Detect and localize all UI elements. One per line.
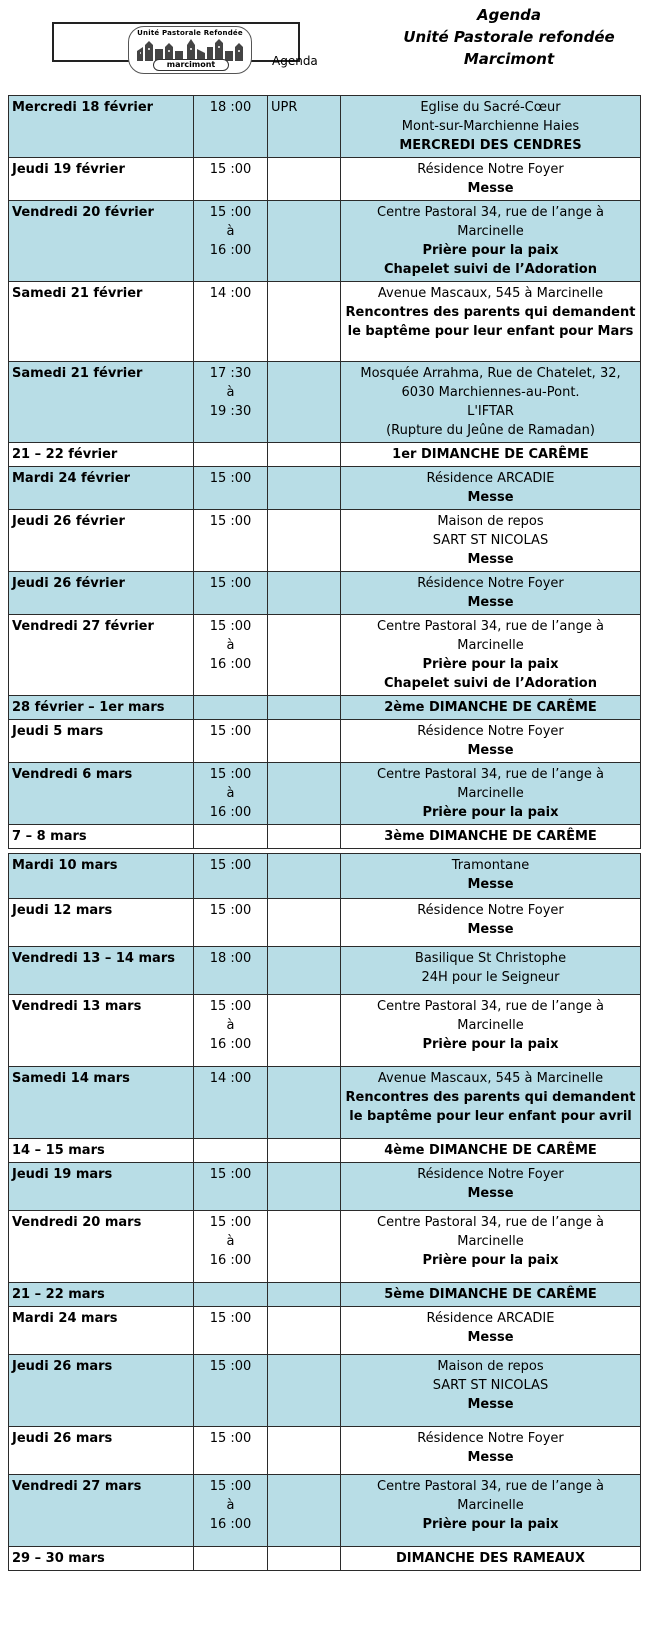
event-time — [194, 615, 268, 696]
event-organizer — [268, 443, 341, 467]
event-date: 28 février – 1er mars — [9, 696, 194, 720]
parish-logo — [128, 26, 252, 74]
description-line: Chapelet suivi de l’Adoration — [384, 262, 597, 277]
event-organizer — [268, 158, 341, 201]
description-line: Rencontres des parents qui demandent — [345, 305, 636, 320]
time-line: 15 :00 — [209, 1311, 252, 1326]
church-drawing-icon — [135, 39, 245, 61]
time-line: 15 :00 — [209, 471, 252, 486]
event-time — [194, 362, 268, 443]
event-description — [341, 1283, 641, 1307]
description-line: Chapelet suivi de l’Adoration — [384, 676, 597, 691]
description-line: Marcinelle — [457, 1498, 524, 1513]
description-line: Messe — [467, 552, 514, 567]
table-row — [9, 443, 641, 467]
event-description — [341, 615, 641, 696]
event-description — [341, 158, 641, 201]
time-line: 15 :00 — [209, 162, 252, 177]
event-organizer — [268, 1547, 341, 1571]
description-line: Messe — [467, 1330, 514, 1345]
event-organizer — [268, 1283, 341, 1307]
description-line: Résidence ARCADIE — [426, 471, 555, 486]
description-line: 3ème DIMANCHE DE CARÊME — [384, 829, 597, 844]
event-organizer — [268, 1139, 341, 1163]
table-row — [9, 1475, 641, 1547]
table-row — [9, 467, 641, 510]
event-organizer — [268, 825, 341, 849]
event-description — [341, 201, 641, 282]
description-line: Tramontane — [451, 858, 530, 873]
event-organizer — [268, 1067, 341, 1139]
description-line: Basilique St Christophe — [414, 951, 567, 966]
event-date: Samedi 14 mars — [9, 1067, 194, 1139]
event-description — [341, 1475, 641, 1547]
event-time — [194, 510, 268, 572]
description-line: Marcinelle — [457, 1018, 524, 1033]
time-line: 15 :00 — [209, 205, 252, 220]
event-date: Vendredi 27 février — [9, 615, 194, 696]
event-time — [194, 1547, 268, 1571]
table-row — [9, 1283, 641, 1307]
event-date: Jeudi 5 mars — [9, 720, 194, 763]
description-line: Mont-sur-Marchienne Haies — [401, 119, 580, 134]
event-time — [194, 572, 268, 615]
logo-agenda-label: Agenda — [272, 54, 318, 68]
time-line: 16 :00 — [209, 1517, 252, 1532]
event-date: Vendredi 13 mars — [9, 995, 194, 1067]
time-line: 15 :00 — [209, 1359, 252, 1374]
time-line: 16 :00 — [209, 1037, 252, 1052]
event-description — [341, 995, 641, 1067]
time-line: 18 :00 — [209, 100, 252, 115]
event-date: Vendredi 27 mars — [9, 1475, 194, 1547]
table-row — [9, 1067, 641, 1139]
event-date: Vendredi 20 mars — [9, 1211, 194, 1283]
event-date: 21 – 22 mars — [9, 1283, 194, 1307]
event-description — [341, 947, 641, 995]
event-date: Vendredi 20 février — [9, 201, 194, 282]
description-line: le baptême pour leur enfant pour avril — [349, 1109, 632, 1124]
description-line: Messe — [467, 181, 514, 196]
event-time — [194, 467, 268, 510]
event-time — [194, 96, 268, 158]
time-line: 15 :00 — [209, 1167, 252, 1182]
table-row — [9, 1427, 641, 1475]
table-row — [9, 995, 641, 1067]
title-line-3: Marcimont — [463, 50, 555, 68]
event-time — [194, 899, 268, 947]
page-title — [384, 4, 634, 70]
time-line: 15 :00 — [209, 619, 252, 634]
event-description — [341, 899, 641, 947]
event-time — [194, 1475, 268, 1547]
event-time — [194, 1067, 268, 1139]
event-date: Vendredi 6 mars — [9, 763, 194, 825]
description-line: Centre Pastoral 34, rue de l’ange à — [377, 1215, 604, 1230]
description-line: Prière pour la paix — [422, 657, 559, 672]
event-time — [194, 947, 268, 995]
event-time — [194, 825, 268, 849]
description-line: Centre Pastoral 34, rue de l’ange à — [377, 767, 604, 782]
description-line: Messe — [467, 743, 514, 758]
event-time — [194, 1307, 268, 1355]
event-description — [341, 1427, 641, 1475]
description-line: Maison de repos — [437, 1359, 544, 1374]
description-line: Centre Pastoral 34, rue de l’ange à — [377, 619, 604, 634]
table-row — [9, 1547, 641, 1571]
table-row — [9, 763, 641, 825]
event-organizer — [268, 947, 341, 995]
description-line: SART ST NICOLAS — [432, 1378, 549, 1393]
table-row — [9, 572, 641, 615]
description-line: Résidence Notre Foyer — [417, 903, 564, 918]
time-line: 15 :00 — [209, 514, 252, 529]
description-line: L'IFTAR — [467, 404, 514, 419]
description-line: Marcinelle — [457, 786, 524, 801]
time-line: 15 :00 — [209, 1215, 252, 1230]
event-date: 14 – 15 mars — [9, 1139, 194, 1163]
description-line: le baptême pour leur enfant pour Mars — [347, 324, 634, 339]
time-line: 18 :00 — [209, 951, 252, 966]
description-line: 5ème DIMANCHE DE CARÊME — [384, 1287, 597, 1302]
table-row — [9, 947, 641, 995]
time-line: à — [226, 786, 235, 801]
event-description — [341, 1139, 641, 1163]
event-organizer — [268, 763, 341, 825]
event-time — [194, 720, 268, 763]
event-date: Samedi 21 février — [9, 362, 194, 443]
event-organizer — [268, 854, 341, 899]
event-description — [341, 96, 641, 158]
title-line-1: Agenda — [476, 6, 542, 24]
time-line: 16 :00 — [209, 657, 252, 672]
table-row — [9, 158, 641, 201]
event-time — [194, 696, 268, 720]
event-time — [194, 995, 268, 1067]
time-line: 17 :30 — [209, 366, 252, 381]
event-time — [194, 854, 268, 899]
event-organizer — [268, 720, 341, 763]
description-line: Prière pour la paix — [422, 1253, 559, 1268]
event-time — [194, 1211, 268, 1283]
event-organizer — [268, 995, 341, 1067]
table-row — [9, 96, 641, 158]
event-organizer — [268, 696, 341, 720]
description-line: Prière pour la paix — [422, 805, 559, 820]
event-description — [341, 854, 641, 899]
description-line: Prière pour la paix — [422, 1517, 559, 1532]
time-line: à — [226, 638, 235, 653]
description-line: Messe — [467, 1450, 514, 1465]
event-description — [341, 443, 641, 467]
time-line: 15 :00 — [209, 767, 252, 782]
time-line: à — [226, 224, 235, 239]
event-description — [341, 1211, 641, 1283]
description-line: Messe — [467, 1186, 514, 1201]
description-line: Centre Pastoral 34, rue de l’ange à — [377, 205, 604, 220]
event-date: Jeudi 26 février — [9, 572, 194, 615]
event-date: Mardi 24 mars — [9, 1307, 194, 1355]
event-time — [194, 763, 268, 825]
description-line: Centre Pastoral 34, rue de l’ange à — [377, 1479, 604, 1494]
description-line: DIMANCHE DES RAMEAUX — [395, 1551, 586, 1566]
time-line: 16 :00 — [209, 805, 252, 820]
event-date: Jeudi 26 mars — [9, 1427, 194, 1475]
event-description — [341, 763, 641, 825]
description-line: Messe — [467, 1397, 514, 1412]
table-row — [9, 510, 641, 572]
description-line: 2ème DIMANCHE DE CARÊME — [384, 700, 597, 715]
title-line-2: Unité Pastorale refondée — [403, 28, 615, 46]
event-time — [194, 201, 268, 282]
description-line: Marcinelle — [457, 1234, 524, 1249]
logo-top-text: Unité Pastorale Refondée — [137, 29, 243, 37]
event-date: Mardi 24 février — [9, 467, 194, 510]
event-time — [194, 1355, 268, 1427]
description-line: Marcinelle — [457, 638, 524, 653]
description-line: Résidence Notre Foyer — [417, 1431, 564, 1446]
table-row — [9, 854, 641, 899]
event-date: Jeudi 19 mars — [9, 1163, 194, 1211]
description-line: Résidence Notre Foyer — [417, 1167, 564, 1182]
time-line: 14 :00 — [209, 1071, 252, 1086]
event-organizer — [268, 572, 341, 615]
description-line: Prière pour la paix — [422, 243, 559, 258]
description-line: MERCREDI DES CENDRES — [399, 138, 582, 153]
time-line: 19 :30 — [209, 404, 252, 419]
description-line: Maison de repos — [437, 514, 544, 529]
event-organizer — [268, 282, 341, 362]
table-row — [9, 825, 641, 849]
event-organizer — [268, 510, 341, 572]
event-organizer — [268, 615, 341, 696]
description-line: Messe — [467, 922, 514, 937]
event-organizer — [268, 1475, 341, 1547]
time-line: 16 :00 — [209, 243, 252, 258]
time-line: 15 :00 — [209, 1431, 252, 1446]
description-line: 6030 Marchiennes-au-Pont. — [401, 385, 580, 400]
time-line: 15 :00 — [209, 858, 252, 873]
event-organizer — [268, 1427, 341, 1475]
logo-bottom-text: marcimont — [153, 59, 229, 71]
description-line: Résidence ARCADIE — [426, 1311, 555, 1326]
agenda-table — [8, 95, 641, 1571]
event-date: Jeudi 12 mars — [9, 899, 194, 947]
event-description — [341, 362, 641, 443]
event-description — [341, 1067, 641, 1139]
event-organizer: UPR — [268, 96, 341, 158]
table-row — [9, 720, 641, 763]
time-line: 15 :00 — [209, 576, 252, 591]
description-line: Messe — [467, 490, 514, 505]
time-line: à — [226, 1234, 235, 1249]
time-line: 16 :00 — [209, 1253, 252, 1268]
event-organizer — [268, 1355, 341, 1427]
table-row — [9, 1163, 641, 1211]
event-organizer — [268, 362, 341, 443]
event-description — [341, 510, 641, 572]
event-time — [194, 282, 268, 362]
table-row — [9, 696, 641, 720]
event-date: 29 – 30 mars — [9, 1547, 194, 1571]
event-time — [194, 158, 268, 201]
table-row — [9, 1355, 641, 1427]
table-row — [9, 1307, 641, 1355]
event-date: Jeudi 19 février — [9, 158, 194, 201]
description-line: (Rupture du Jeûne de Ramadan) — [386, 423, 595, 438]
description-line: 24H pour le Seigneur — [421, 970, 560, 985]
description-line: Rencontres des parents qui demandent — [345, 1090, 636, 1105]
event-organizer — [268, 467, 341, 510]
event-date: Mardi 10 mars — [9, 854, 194, 899]
event-description — [341, 1307, 641, 1355]
event-date: Mercredi 18 février — [9, 96, 194, 158]
event-date: 7 – 8 mars — [9, 825, 194, 849]
event-description — [341, 1547, 641, 1571]
event-organizer — [268, 899, 341, 947]
event-description — [341, 720, 641, 763]
event-description — [341, 1163, 641, 1211]
description-line: Résidence Notre Foyer — [417, 724, 564, 739]
time-line: à — [226, 385, 235, 400]
event-date: Jeudi 26 février — [9, 510, 194, 572]
event-description — [341, 696, 641, 720]
description-line: Résidence Notre Foyer — [417, 162, 564, 177]
event-description — [341, 467, 641, 510]
event-organizer — [268, 1211, 341, 1283]
event-description — [341, 572, 641, 615]
description-line: Messe — [467, 877, 514, 892]
event-description — [341, 825, 641, 849]
table-row — [9, 899, 641, 947]
description-line: Résidence Notre Foyer — [417, 576, 564, 591]
description-line: Marcinelle — [457, 224, 524, 239]
description-line: Mosquée Arrahma, Rue de Chatelet, 32, — [360, 366, 621, 381]
description-line: Messe — [467, 595, 514, 610]
time-line: 15 :00 — [209, 999, 252, 1014]
event-time — [194, 1427, 268, 1475]
event-time — [194, 1139, 268, 1163]
event-organizer — [268, 1163, 341, 1211]
event-time — [194, 443, 268, 467]
table-row — [9, 362, 641, 443]
table-row — [9, 1211, 641, 1283]
description-line: 1er DIMANCHE DE CARÊME — [392, 447, 589, 462]
event-time — [194, 1163, 268, 1211]
event-date: Vendredi 13 – 14 mars — [9, 947, 194, 995]
time-line: 14 :00 — [209, 286, 252, 301]
page-header — [0, 0, 650, 95]
description-line: SART ST NICOLAS — [432, 533, 549, 548]
table-row — [9, 201, 641, 282]
description-line: Avenue Mascaux, 545 à Marcinelle — [377, 286, 604, 301]
description-line: Prière pour la paix — [422, 1037, 559, 1052]
event-description — [341, 282, 641, 362]
table-row — [9, 615, 641, 696]
event-description — [341, 1355, 641, 1427]
event-organizer — [268, 1307, 341, 1355]
description-line: 4ème DIMANCHE DE CARÊME — [384, 1143, 597, 1158]
description-line: Centre Pastoral 34, rue de l’ange à — [377, 999, 604, 1014]
table-row — [9, 282, 641, 362]
logo-frame — [52, 22, 318, 69]
time-line: à — [226, 1018, 235, 1033]
event-time — [194, 1283, 268, 1307]
event-organizer — [268, 201, 341, 282]
event-date: 21 – 22 février — [9, 443, 194, 467]
time-line: 15 :00 — [209, 1479, 252, 1494]
description-line: Eglise du Sacré-Cœur — [420, 100, 561, 115]
time-line: à — [226, 1498, 235, 1513]
table-row — [9, 1139, 641, 1163]
time-line: 15 :00 — [209, 724, 252, 739]
description-line: Avenue Mascaux, 545 à Marcinelle — [377, 1071, 604, 1086]
time-line: 15 :00 — [209, 903, 252, 918]
event-date: Samedi 21 février — [9, 282, 194, 362]
event-date: Jeudi 26 mars — [9, 1355, 194, 1427]
